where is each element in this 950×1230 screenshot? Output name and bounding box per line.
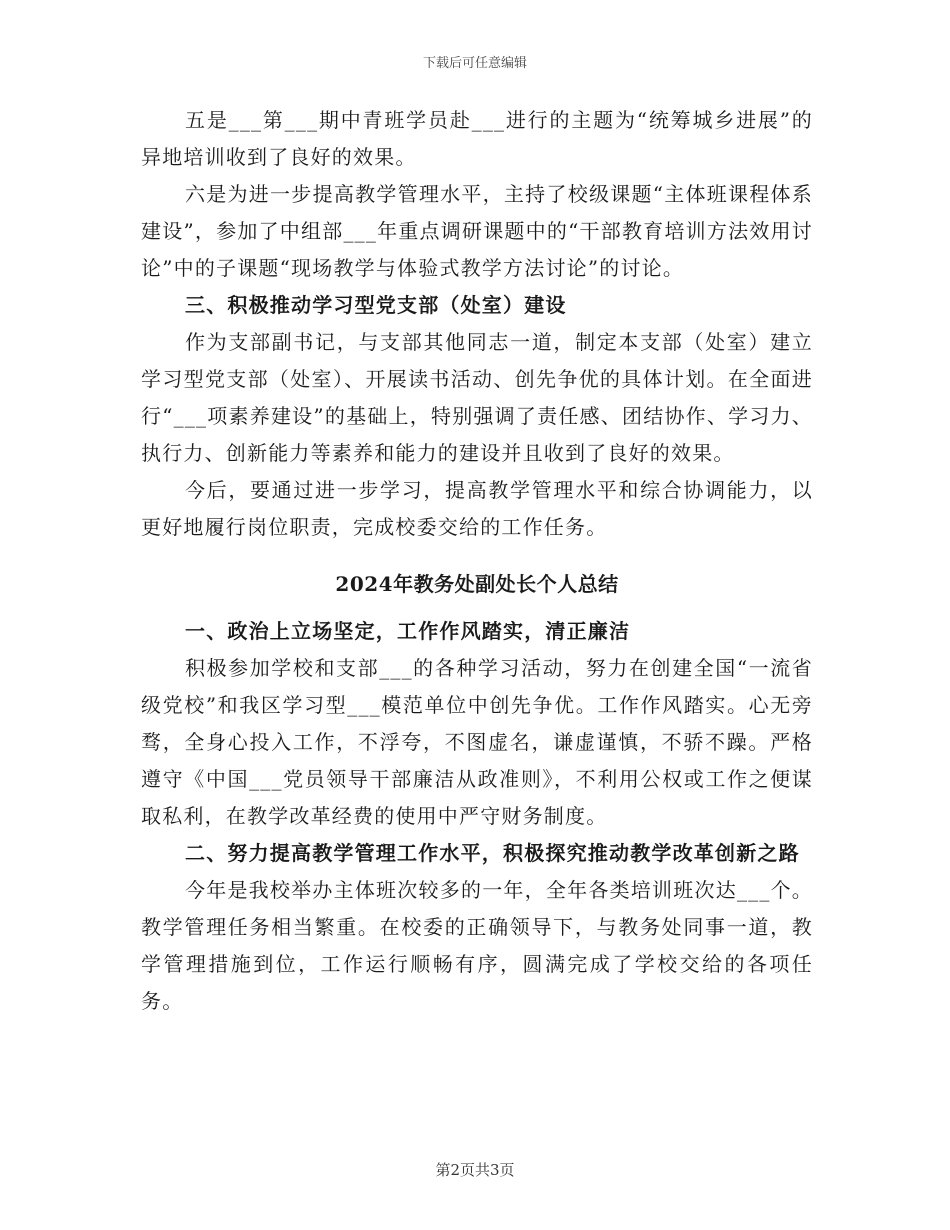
- paragraph-teaching: 今年是我校举办主体班次较多的一年，全年各类培训班次达___个。教学管理任务相当繁重。在校委的正确领导下，与教务处同事一道，教学管理措施到位，工作运行顺畅有序，圆满完成了学校交给的各项任务。: [141, 878, 813, 1013]
- document-title: 2024年教务处副处长个人总结: [335, 572, 619, 596]
- page-number: 第2页共3页: [435, 1161, 515, 1179]
- section-heading-1: 一、政治上立场坚定，工作作风踏实，清正廉洁: [185, 619, 631, 643]
- paragraph-political: 积极参加学校和支部___的各种学习活动，努力在创建全国“一流省级党校”和我区学习型___模范单位中创先争优。工作作风踏实。心无旁骛，全身心投入工作，不浮夸，不图虚名，谦虚谨慎，不骄不躁。严格遵守《中国___党员领导干部廉洁从政准则》，不利用公权或工作之便谋取私利，在教学改革经费的使用中严守财务制度。: [141, 656, 813, 828]
- paragraph-item-6: 六是为进一步提高教学管理水平，主持了校级课题“主体班课程体系建设”，参加了中组部___年重点调研课题中的“干部教育培训方法效用讨论”中的子课题“现场教学与体验式教学方法讨论”的讨论。: [141, 182, 813, 280]
- page-header: 下载后可任意编辑: [422, 56, 527, 71]
- paragraph-future: 今后，要通过进一步学习，提高教学管理水平和综合协调能力，以更好地履行岗位职责，完成校委交给的工作任务。: [141, 478, 813, 539]
- section-heading-2: 二、努力提高教学管理工作水平，积极探究推动教学改革创新之路: [185, 841, 800, 865]
- paragraph-item-5: 五是___第___期中青班学员赴___进行的主题为“统筹城乡进展”的异地培训收到了良好的效果。: [141, 108, 813, 169]
- section-heading-3: 三、积极推动学习型党支部（处室）建设: [185, 293, 567, 317]
- paragraph-party-branch: 作为支部副书记，与支部其他同志一道，制定本支部（处室）建立学习型党支部（处室）、开展读书活动、创先争优的具体计划。在全面进行“___项素养建设”的基础上，特别强调了责任感、团结协作、学习力、执行力、创新能力等素养和能力的建设并且收到了良好的效果。: [141, 330, 813, 465]
- document-body: [141, 102, 813, 1020]
